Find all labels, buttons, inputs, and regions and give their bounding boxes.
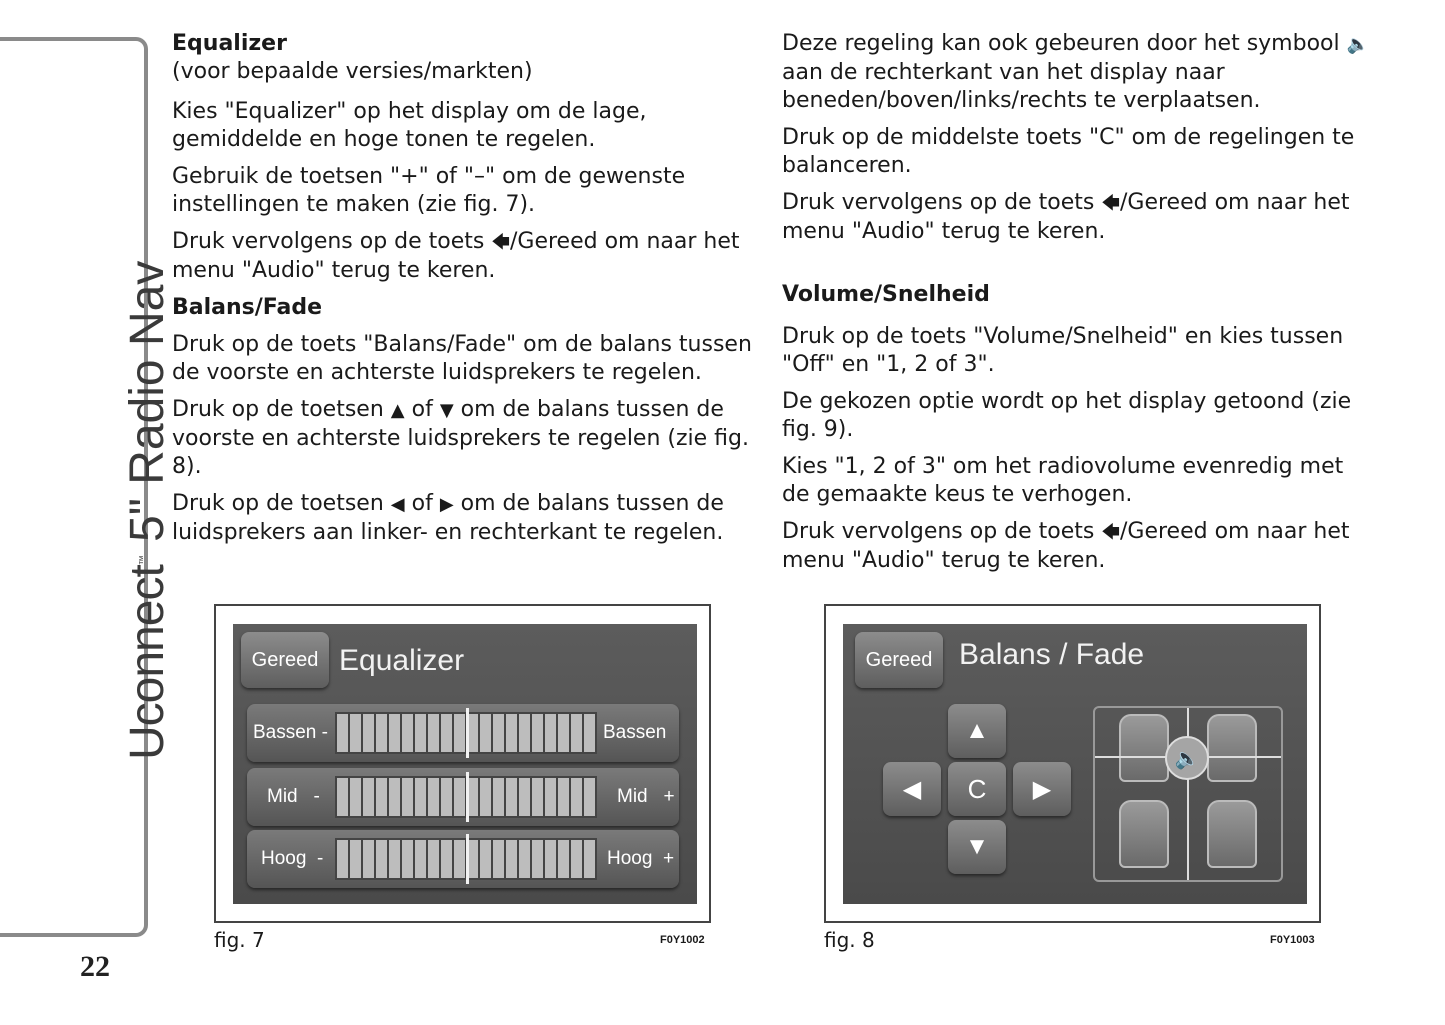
paragraph: Druk op de toets "Volume/Snelheid" en kies tussen "Off" en "1, 2 of 3". [782,324,1344,377]
equalizer-subtitle: (voor bepaalde versies/markten) [172,59,533,84]
equalizer-screen [233,624,697,904]
back-arrow-icon: 🡄 [1101,193,1120,214]
paragraph: Deze regeling kan ook gebeuren door het symbool 🔈 aan de rechterkant van het display naar beneden/boven/links/rechts te verplaatsen. [782,31,1370,113]
figure-code: F0Y1003 [1270,934,1315,946]
paragraph: Druk op de toetsen ▲ of ▼ om de balans tussen de voorste en achterste luidsprekers te regelen (zie fig. 8). [172,397,749,479]
up-arrow-icon: ▲ [390,400,405,421]
seat-rear-right [1207,800,1257,868]
left-button[interactable]: ◀ [883,762,941,816]
mid-minus-button[interactable]: Mid - [267,786,320,807]
figure-caption: fig. 8 [824,928,875,952]
paragraph: Kies "Equalizer" op het display om de lage, gemiddelde en hoge tonen te regelen. [172,99,647,152]
page-number: 22 [80,950,110,983]
paragraph: Druk op de toetsen ◀ of ▶ om de balans tussen de luidsprekers aan linker- en rechterkant te regelen. [172,491,724,545]
center-marker [466,834,469,884]
right-arrow-icon: ▶ [439,494,454,515]
done-button[interactable]: Gereed [241,632,329,688]
speaker-icon[interactable]: 🔈 [1165,736,1209,780]
paragraph: De gekozen optie wordt op het display getoond (zie fig. 9). [782,389,1352,442]
treble-row [247,830,679,888]
bass-plus-button[interactable]: Bassen [603,722,667,743]
down-arrow-icon: ▼ [439,400,454,421]
down-button[interactable]: ▼ [948,820,1006,874]
chapter-title: Uconnect™ 5" Radio Nav [121,260,174,760]
figure-caption: fig. 7 [214,928,265,952]
seat-front-left [1119,714,1169,782]
column-left [172,30,757,556]
up-button[interactable]: ▲ [948,704,1006,758]
center-button[interactable]: C [948,762,1006,816]
screen-title: Equalizer [339,644,465,677]
equalizer-heading: Equalizer [172,31,287,56]
column-right [782,30,1372,584]
back-arrow-icon: 🡄 [1101,522,1120,543]
paragraph: Druk vervolgens op de toets 🡄/Gereed om naar het menu "Audio" terug te keren. [782,190,1350,244]
figure-equalizer [214,604,711,923]
figure-code: F0Y1002 [660,934,705,946]
treble-plus-button[interactable]: Hoog + [607,848,675,869]
screen-title: Balans / Fade [959,638,1145,671]
volume-heading: Volume/Snelheid [782,282,990,307]
paragraph: Gebruik de toetsen "+" of "–" om de gewenste instellingen te maken (zie fig. 7). [172,164,686,217]
paragraph: Druk op de middelste toets "C" om de regelingen te balanceren. [782,125,1355,178]
mid-row [247,768,679,826]
seat-front-right [1207,714,1257,782]
bass-row [247,704,679,762]
paragraph: Druk vervolgens op de toets 🡄/Gereed om naar het menu "Audio" terug te keren. [782,519,1350,573]
left-arrow-icon: ◀ [390,494,405,515]
balance-axis-vertical [1187,708,1189,880]
balance-screen [843,624,1307,904]
mid-plus-button[interactable]: Mid + [617,786,675,807]
figure-balance [824,604,1321,923]
chapter-title-text: 5" Radio Nav [121,260,174,542]
uconnect-logo: Uconnect [121,565,174,760]
treble-minus-button[interactable]: Hoog - [261,848,324,869]
paragraph: Druk op de toets "Balans/Fade" om de balans tussen de voorste en achterste luidsprekers te regelen. [172,332,752,385]
bass-minus-button[interactable]: Bassen - [253,722,328,743]
balance-heading: Balans/Fade [172,295,323,320]
right-button[interactable]: ▶ [1013,762,1071,816]
paragraph: Kies "1, 2 of 3" om het radiovolume evenredig met de gemaakte keus te verhogen. [782,454,1344,507]
back-arrow-icon: 🡄 [491,232,510,253]
done-button[interactable]: Gereed [855,632,943,688]
center-marker [466,708,469,758]
paragraph: Druk vervolgens op de toets 🡄/Gereed om naar het menu "Audio" terug te keren. [172,229,740,283]
car-cabin [1093,706,1283,882]
seat-rear-left [1119,800,1169,868]
center-marker [466,772,469,822]
speaker-icon: 🔈 [1346,34,1370,55]
